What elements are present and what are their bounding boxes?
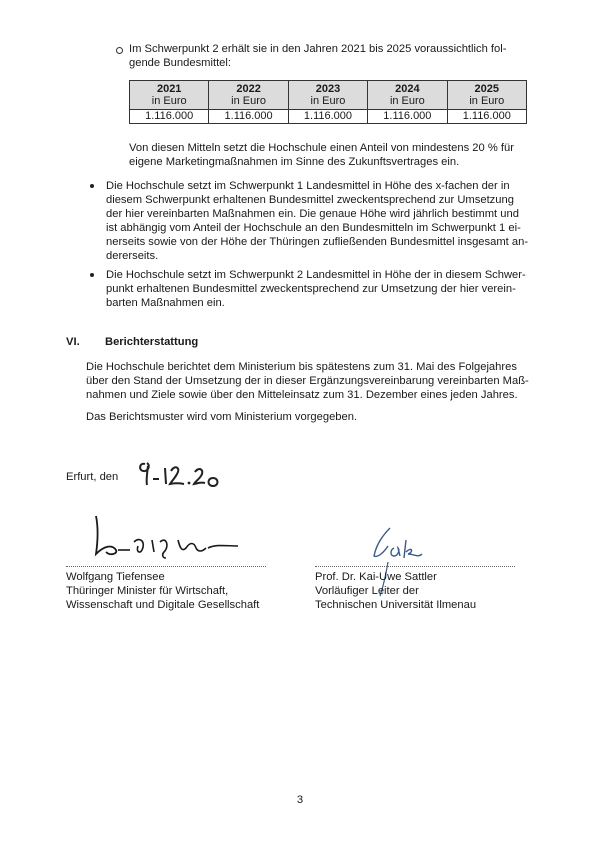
table-row xyxy=(130,110,527,124)
signatory-right: Prof. Dr. Kai-Uwe Sattler Vorläufiger Leiter der Technischen Universität Ilmenau xyxy=(315,571,477,611)
section-title: Berichterstattung xyxy=(105,336,199,348)
circle-bullet-icon xyxy=(116,47,123,54)
table-header-cell: 2021 in Euro xyxy=(130,81,209,110)
bullet-1-text: Die Hochschule setzt im Schwerpunkt 1 Landesmittel in Höhe des x-fachen der in diesem Schwerpunkt erhaltenen Bundesmittel zweckentsprechend zur Umsetzung der hier vereinbarten Maßnahmen ein. Die genaue Höhe wird jährlich bestimmt und ist abhängig vom Anteil der Hochschule an den Bundesmitteln im Schwerpunkt 1 ei- nerseits sowie von der Höhe der Thüringen zufließenden Bundesmittel insgesamt an- dererseits. xyxy=(106,180,529,262)
bullet-icon xyxy=(90,273,94,277)
section-number: VI. xyxy=(66,336,80,348)
section-paragraph-2: Das Berichtsmuster wird vom Ministerium vorgegeben. xyxy=(86,411,358,423)
table-cell: 1.116.000 xyxy=(130,110,209,124)
page-number: 3 xyxy=(296,794,304,806)
table-cell: 1.116.000 xyxy=(288,110,367,124)
funding-table xyxy=(129,80,527,124)
table-header-cell: 2025 in Euro xyxy=(447,81,526,110)
table-cell: 1.116.000 xyxy=(447,110,526,124)
intro-bullet-text: Im Schwerpunkt 2 erhält sie in den Jahren 2021 bis 2025 voraussichtlich fol- gende Bundesmittel: xyxy=(129,43,507,69)
bullet-2-text: Die Hochschule setzt im Schwerpunkt 2 Landesmittel in Höhe der in diesem Schwer- punkt erhaltenen Bundesmittel zweckentsprechend zur Umsetzung der hier verein- barten Maßnahmen ein. xyxy=(106,269,526,309)
signatory-left: Wolfgang Tiefensee Thüringer Minister für Wirtschaft, Wissenschaft und Digitale Gesellschaft xyxy=(66,571,260,611)
place-date-label: Erfurt, den xyxy=(66,471,119,483)
signature-line-left xyxy=(66,566,266,567)
signature-left xyxy=(90,512,250,562)
signatory-right-name: Prof. Dr. Kai-Uwe Sattler xyxy=(315,571,437,583)
table-cell: 1.116.000 xyxy=(368,110,447,124)
bullet-icon xyxy=(90,184,94,188)
section-paragraph: Die Hochschule berichtet dem Ministerium bis spätestens zum 31. Mai des Folgejahres über den Stand der Umsetzung der in dieser Ergänzungsvereinbarung vereinbarten Maß- nahmen und Ziele sowie über den Mitteleinsatz zum 31. Dezember eines jeden Jahres. xyxy=(86,361,529,401)
table-cell: 1.116.000 xyxy=(209,110,288,124)
signature-line-right xyxy=(315,566,515,567)
signatory-left-name: Wolfgang Tiefensee xyxy=(66,571,165,583)
table-header-cell: 2023 in Euro xyxy=(288,81,367,110)
marketing-note: Von diesen Mitteln setzt die Hochschule einen Anteil von mindestens 20 % für eigene Marketingmaßnahmen im Sinne des Zukunftsvertrages ein. xyxy=(129,142,514,168)
table-header-row xyxy=(130,81,527,110)
handwritten-date xyxy=(135,460,235,490)
table-header-cell: 2022 in Euro xyxy=(209,81,288,110)
table-header-cell: 2024 in Euro xyxy=(368,81,447,110)
